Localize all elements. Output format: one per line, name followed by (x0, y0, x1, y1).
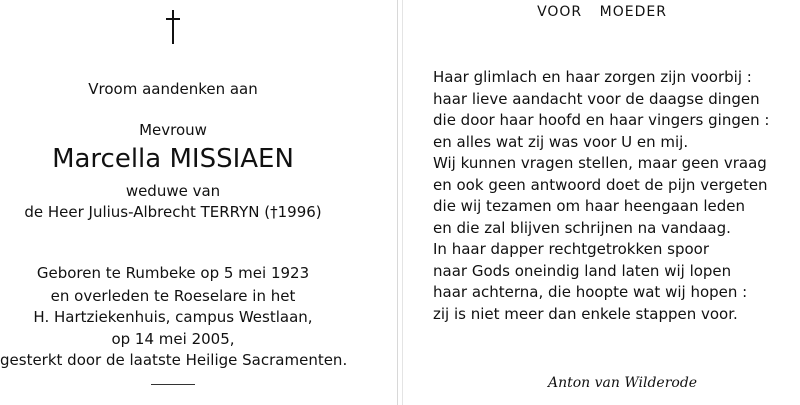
poem-heading-word-2: MOEDER (599, 4, 667, 20)
poem-line: naar Gods oneindig land laten wij lopen (433, 261, 732, 280)
poem-body (433, 67, 793, 325)
poem-line: zij is niet meer dan enkele stappen voor. (433, 304, 738, 323)
spouse-name: de Heer Julius-Albrecht TERRYN (†1996) (24, 203, 322, 221)
poem-heading (403, 4, 800, 20)
poem-line: en die zal blijven schrijnen na vandaag. (433, 218, 731, 237)
poem-line: en alles wat zij was voor U en mij. (433, 132, 689, 151)
poem-line: die wij tezamen om haar heengaan leden (433, 197, 746, 215)
poem-line: en ook geen antwoord doet de pijn vergeten (433, 175, 768, 194)
poem-line: Haar glimlach en haar zorgen zijn voorbij : (433, 68, 752, 86)
bio-line-death: en overleden te Roeselare in het (50, 287, 296, 305)
intro-text: Vroom aandenken aan (88, 80, 258, 98)
poem-heading-word-1: VOOR (537, 4, 583, 20)
memorial-card-right-panel (402, 0, 800, 405)
poem-line: In haar dapper rechtgetrokken spoor (433, 240, 709, 258)
cross-vertical-bar (172, 10, 174, 44)
cross-horizontal-bar (166, 18, 180, 20)
bio-line-hospital: H. Hartziekenhuis, campus Westlaan, (33, 308, 313, 326)
memorial-card-left-panel (0, 0, 398, 405)
poem-author: Anton van Wilderode (548, 375, 698, 391)
poem-line: Wij kunnen vragen stellen, maar geen vraag (433, 154, 767, 172)
divider-rule (151, 384, 195, 385)
deceased-name: Marcella MISSIAEN (52, 144, 294, 174)
bio-line-birth: Geboren te Rumbeke op 5 mei 1923 (36, 264, 310, 282)
relation-text: weduwe van (125, 182, 221, 200)
cross-icon (163, 10, 183, 44)
bio-line-date: op 14 mei 2005, (111, 330, 235, 348)
bio-line-sacraments: gesterkt door de laatste Heilige Sacramenten. (0, 351, 348, 369)
poem-line: haar achterna, die hoopte wat wij hopen : (433, 283, 748, 301)
poem-line: die door haar hoofd en haar vingers gingen : (433, 111, 770, 129)
honorific: Mevrouw (139, 121, 207, 139)
poem-line: haar lieve aandacht voor de daagse dingen (433, 89, 760, 108)
